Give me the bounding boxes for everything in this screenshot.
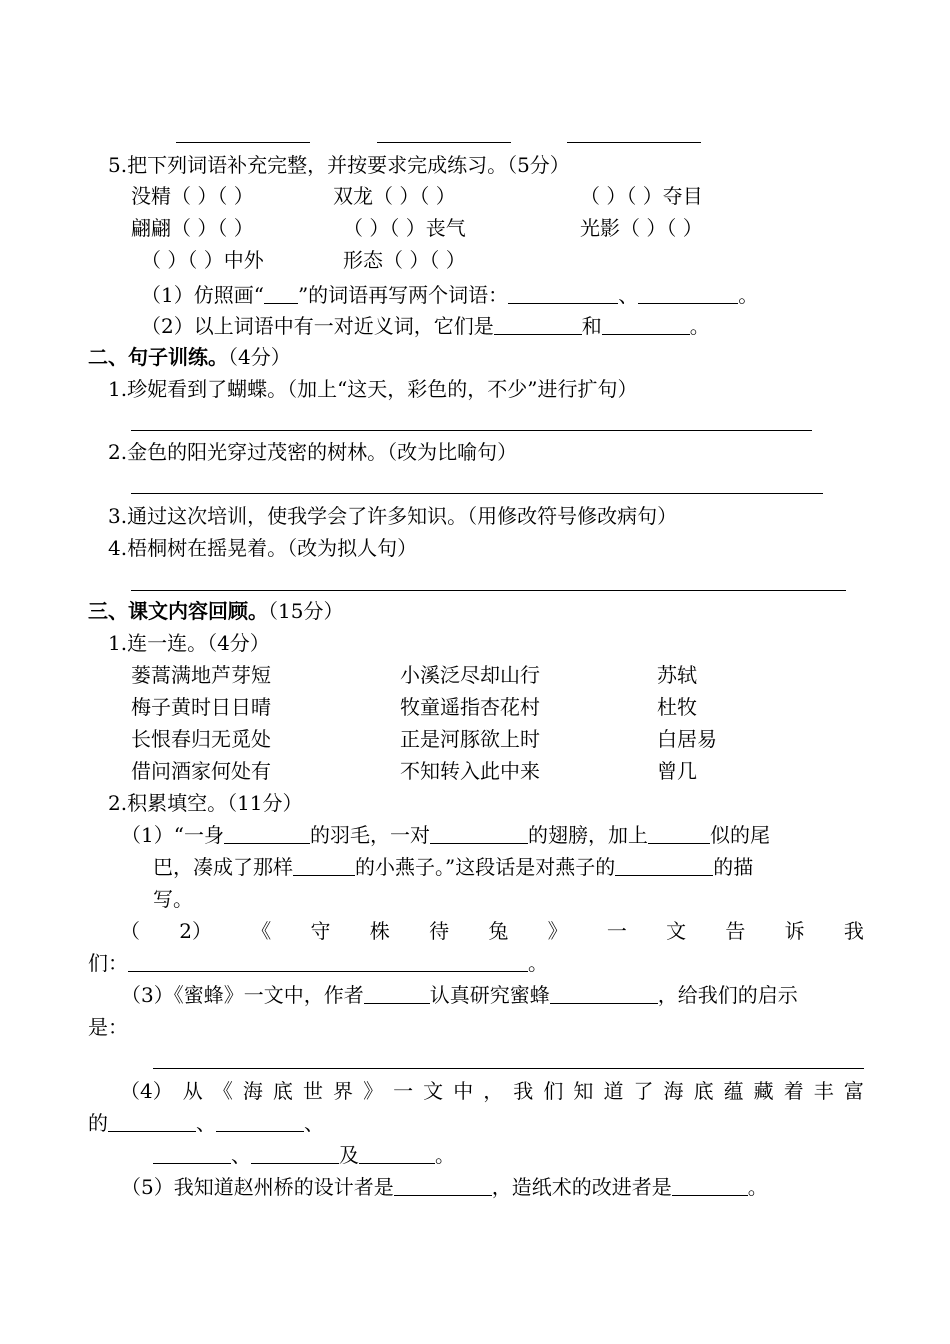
answer-blank[interactable]: [602, 314, 690, 335]
poet-name[interactable]: 白居易: [657, 727, 717, 751]
q5-word: 形态（ ）（ ）: [343, 248, 466, 272]
q5-word: 光影（ ）（ ）: [580, 216, 703, 240]
poem-line[interactable]: 不知转入此中来: [400, 759, 540, 783]
poem-line[interactable]: 梅子黄时日日晴: [131, 695, 271, 719]
answer-blank[interactable]: [430, 823, 528, 844]
answer-blank[interactable]: [550, 983, 658, 1004]
sec3-q2: 2.积累填空。（11分）: [108, 791, 303, 815]
answer-blank[interactable]: [648, 823, 710, 844]
sec2-q4: 4.梧桐树在摇晃着。（改为拟人句）: [108, 536, 418, 560]
answer-line[interactable]: [153, 1068, 864, 1069]
answer-blank[interactable]: [377, 142, 511, 143]
q5-word: 翩翩（ ）（ ）: [131, 216, 254, 240]
answer-blank[interactable]: [672, 1175, 748, 1196]
poem-line[interactable]: 正是河豚欲上时: [400, 727, 540, 751]
answer-blank[interactable]: [128, 951, 528, 972]
answer-blank[interactable]: [364, 983, 430, 1004]
fill-2-line1: （ 2） 《 守 株 待 兔 》 一 文 告 诉 我: [120, 919, 864, 943]
answer-blank[interactable]: [108, 1111, 196, 1132]
fill-1-line2: 巴，凑成了那样 的小燕子。”这段话是对燕子的 的描: [153, 855, 754, 879]
q5-title: 5.把下列词语补充完整，并按要求完成练习。（5分）: [108, 153, 570, 177]
answer-blank[interactable]: [615, 855, 713, 876]
poet-name[interactable]: 曾几: [657, 759, 697, 783]
answer-blank[interactable]: [359, 1143, 435, 1164]
answer-blank[interactable]: [216, 1111, 304, 1132]
answer-blank[interactable]: [494, 314, 582, 335]
answer-blank[interactable]: [567, 142, 701, 143]
fill-1-line1: （1）“一身 的羽毛，一对 的翅膀，加上 似的尾: [121, 823, 770, 847]
q5-word: 没精（ ）（ ）: [131, 184, 254, 208]
poem-line[interactable]: 长恨春归无觅处: [131, 727, 271, 751]
q5-word: 双龙（ ）（ ）: [333, 184, 456, 208]
answer-blank[interactable]: [508, 283, 618, 304]
poem-line[interactable]: 牧童遥指杏花村: [400, 695, 540, 719]
answer-line[interactable]: [131, 430, 812, 431]
fill-2-line2: 们： 。: [88, 951, 548, 975]
sec2-q1: 1.珍妮看到了蝴蝶。（加上“这天，彩色的，不少”进行扩句）: [108, 377, 638, 401]
fill-5: （5）我知道赵州桥的设计者是 ，造纸术的改进者是 。: [121, 1175, 768, 1199]
sec2-q2: 2.金色的阳光穿过茂密的树林。（改为比喻句）: [108, 440, 518, 464]
answer-blank[interactable]: [394, 1175, 492, 1196]
q5-word: （ ）（ ）夺目: [580, 184, 703, 208]
fill-4-line2: 的 、 、: [88, 1111, 324, 1135]
q5-word: （ ）（ ）丧气: [343, 216, 466, 240]
section-heading: 二、句子训练。（4分）: [88, 345, 291, 369]
answer-blank[interactable]: [153, 1143, 231, 1164]
poem-line[interactable]: 小溪泛尽却山行: [400, 663, 540, 687]
answer-blank[interactable]: [293, 855, 355, 876]
answer-blank[interactable]: [176, 142, 310, 143]
fill-4-line1: （4） 从 《 海 底 世 界 》 一 文 中 ， 我 们 知 道 了 海 底 蕴 藏 着 丰 富: [120, 1079, 864, 1103]
fill-3-line2: 是：: [88, 1015, 128, 1039]
section-heading: 三、课文内容回顾。（15分）: [88, 599, 344, 623]
sec3-q1: 1.连一连。（4分）: [108, 631, 270, 655]
poet-name[interactable]: 苏轼: [657, 663, 697, 687]
answer-line[interactable]: [131, 590, 846, 591]
q5-sub1: （1）仿照画“ ”的词语再写两个词语： 、 。: [141, 283, 759, 307]
answer-blank[interactable]: [224, 823, 310, 844]
poem-line[interactable]: 蒌蒿满地芦芽短: [131, 663, 271, 687]
sec2-q3: 3.通过这次培训，使我学会了许多知识。（用修改符号修改病句）: [108, 504, 678, 528]
answer-blank[interactable]: [638, 283, 738, 304]
fill-3-line1: （3）《蜜蜂》一文中，作者 认真研究蜜蜂 ，给我们的启示: [121, 983, 798, 1007]
answer-line[interactable]: [131, 493, 823, 494]
q5-word: （ ）（ ）中外: [141, 248, 264, 272]
q5-sub2: （2）以上词语中有一对近义词，它们是 和 。: [141, 314, 710, 338]
answer-blank[interactable]: [251, 1143, 339, 1164]
poem-line[interactable]: 借问酒家何处有: [131, 759, 271, 783]
fill-1-line3: 写。: [153, 887, 193, 911]
poet-name[interactable]: 杜牧: [657, 695, 697, 719]
answer-blank[interactable]: [264, 283, 298, 304]
fill-4-line3: 、 及 。: [153, 1141, 455, 1169]
